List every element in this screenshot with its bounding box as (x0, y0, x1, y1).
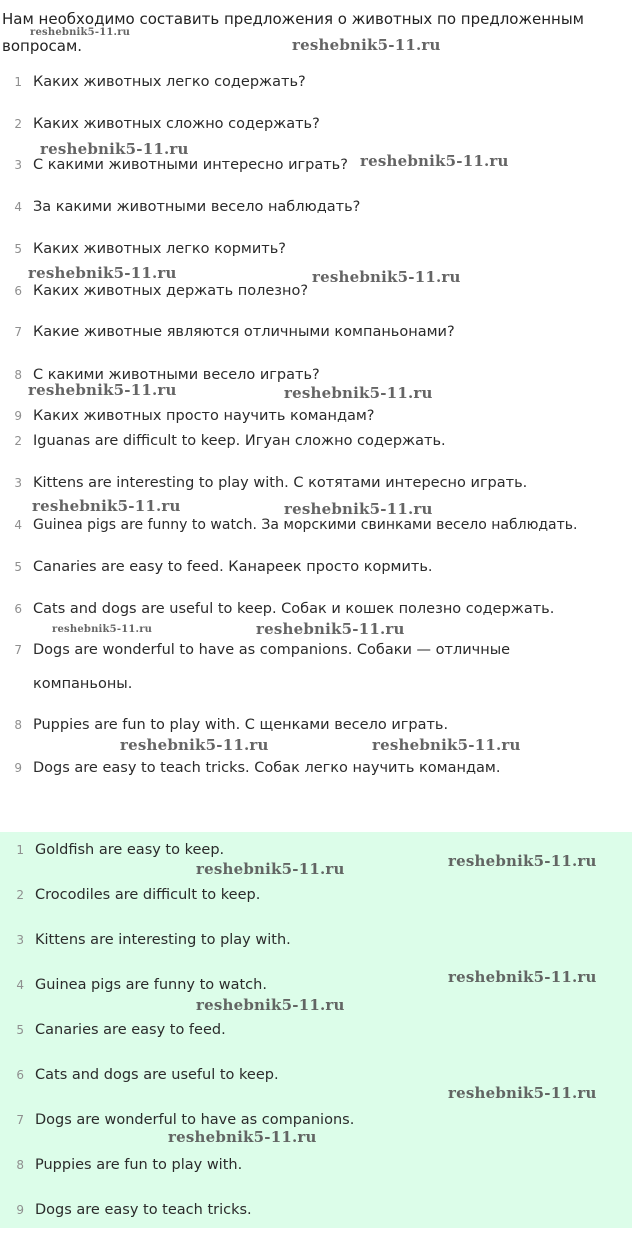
translation-item (0, 713, 448, 737)
answer-number: 4 (16, 978, 24, 992)
question-text: Каких животных просто научить командам? (33, 408, 375, 424)
question-text: Какие животные являются отличными компаньонами? (33, 324, 455, 340)
answer-item (0, 928, 291, 952)
translation-text: Dogs are easy to teach tricks. Собак легко научить командам. (33, 760, 501, 776)
question-item (0, 404, 375, 428)
question-item (0, 70, 306, 94)
watermark: reshebnik5-11.ru (28, 264, 177, 282)
translation-text: Kittens are interesting to play with. С котятами интересно играть. (33, 475, 528, 491)
watermark: reshebnik5-11.ru (120, 736, 269, 754)
watermark: reshebnik5-11.ru (284, 500, 433, 518)
translation-number: 6 (14, 602, 22, 616)
translation-item (0, 471, 527, 495)
translation-number: 3 (14, 476, 22, 490)
answer-text: Dogs are easy to teach tricks. (35, 1202, 252, 1218)
answer-text: Guinea pigs are funny to watch. (35, 977, 267, 993)
question-number: 9 (14, 409, 22, 423)
question-text: Каких животных легко содержать? (33, 74, 306, 90)
answer-text: Goldfish are easy to keep. (35, 842, 225, 858)
answer-number: 8 (16, 1158, 24, 1172)
watermark: reshebnik5-11.ru (448, 1084, 597, 1102)
answer-number: 2 (16, 888, 24, 902)
translation-number: 4 (14, 518, 22, 532)
translation-text: Dogs are wonderful to have as companions. Собаки — отличные (33, 642, 511, 658)
translation-number: 2 (14, 434, 22, 448)
question-text: С какими животными весело играть? (33, 367, 320, 383)
translation-item (0, 555, 433, 579)
answer-item (0, 1063, 279, 1087)
answer-item (0, 1198, 252, 1222)
watermark: reshebnik5-11.ru (448, 968, 597, 986)
translation-text: Iguanas are difficult to keep. Игуан сложно содержать. (33, 433, 446, 449)
translation-text: Canaries are easy to feed. Канареек просто кормить. (33, 559, 433, 575)
watermark: reshebnik5-11.ru (52, 624, 153, 635)
translation-text: Puppies are fun to play with. С щенками весело играть. (33, 717, 449, 733)
translation-item (0, 429, 446, 453)
answer-text: Puppies are fun to play with. (35, 1157, 243, 1173)
translation-item (0, 756, 500, 780)
question-text: Каких животных сложно содержать? (33, 116, 320, 132)
translation-number: 7 (14, 643, 22, 657)
answer-item (0, 1153, 242, 1177)
watermark: reshebnik5-11.ru (40, 140, 189, 158)
watermark: reshebnik5-11.ru (30, 27, 131, 38)
intro-line-2: вопросам. (2, 37, 83, 55)
translation-number: 8 (14, 718, 22, 732)
question-item (0, 112, 320, 136)
answer-item (0, 1018, 226, 1042)
watermark: reshebnik5-11.ru (372, 736, 521, 754)
question-item (0, 320, 455, 344)
answer-number: 3 (16, 933, 24, 947)
answer-number: 5 (16, 1023, 24, 1037)
question-item (0, 279, 308, 303)
translation-number: 5 (14, 560, 22, 574)
watermark: reshebnik5-11.ru (196, 996, 345, 1014)
question-item (0, 237, 286, 261)
answer-text: Cats and dogs are useful to keep. (35, 1067, 279, 1083)
question-number: 6 (14, 284, 22, 298)
question-number: 1 (14, 75, 22, 89)
question-item (0, 195, 360, 219)
answer-text: Crocodiles are difficult to keep. (35, 887, 261, 903)
answer-item (0, 883, 260, 907)
watermark: reshebnik5-11.ru (256, 620, 405, 638)
answer-text: Kittens are interesting to play with. (35, 932, 291, 948)
answer-number: 9 (16, 1203, 24, 1217)
watermark: reshebnik5-11.ru (28, 381, 177, 399)
watermark: reshebnik5-11.ru (168, 1128, 317, 1146)
question-text: За какими животными весело наблюдать? (33, 199, 361, 215)
answer-number: 1 (16, 843, 24, 857)
watermark: reshebnik5-11.ru (448, 852, 597, 870)
question-number: 2 (14, 117, 22, 131)
watermark: reshebnik5-11.ru (292, 36, 441, 54)
question-number: 5 (14, 242, 22, 256)
watermark: reshebnik5-11.ru (196, 860, 345, 878)
translation-continuation: компаньоны. (33, 676, 133, 692)
answer-item (0, 973, 267, 997)
intro-line-1: Нам необходимо составить предложения о животных по предложенным (2, 10, 584, 28)
answer-number: 6 (16, 1068, 24, 1082)
question-text: Каких животных держать полезно? (33, 283, 309, 299)
translation-item (0, 638, 510, 662)
watermark: reshebnik5-11.ru (284, 384, 433, 402)
translation-item (0, 597, 554, 621)
question-text: С какими животными интересно играть? (33, 157, 348, 173)
translation-text: Cats and dogs are useful to keep. Собак и кошек полезно содержать. (33, 601, 555, 617)
question-number: 8 (14, 368, 22, 382)
answer-number: 7 (16, 1113, 24, 1127)
question-number: 4 (14, 200, 22, 214)
answer-text: Canaries are easy to feed. (35, 1022, 226, 1038)
watermark: reshebnik5-11.ru (360, 152, 509, 170)
translation-text: Guinea pigs are funny to watch. За морскими свинками весело наблюдать. (33, 517, 578, 533)
translation-number: 9 (14, 761, 22, 775)
question-number: 3 (14, 158, 22, 172)
answer-item (0, 838, 224, 862)
answer-box (0, 832, 632, 1228)
question-text: Каких животных легко кормить? (33, 241, 286, 257)
answer-text: Dogs are wonderful to have as companions. (35, 1112, 355, 1128)
watermark: reshebnik5-11.ru (312, 268, 461, 286)
question-number: 7 (14, 325, 22, 339)
watermark: reshebnik5-11.ru (32, 497, 181, 515)
